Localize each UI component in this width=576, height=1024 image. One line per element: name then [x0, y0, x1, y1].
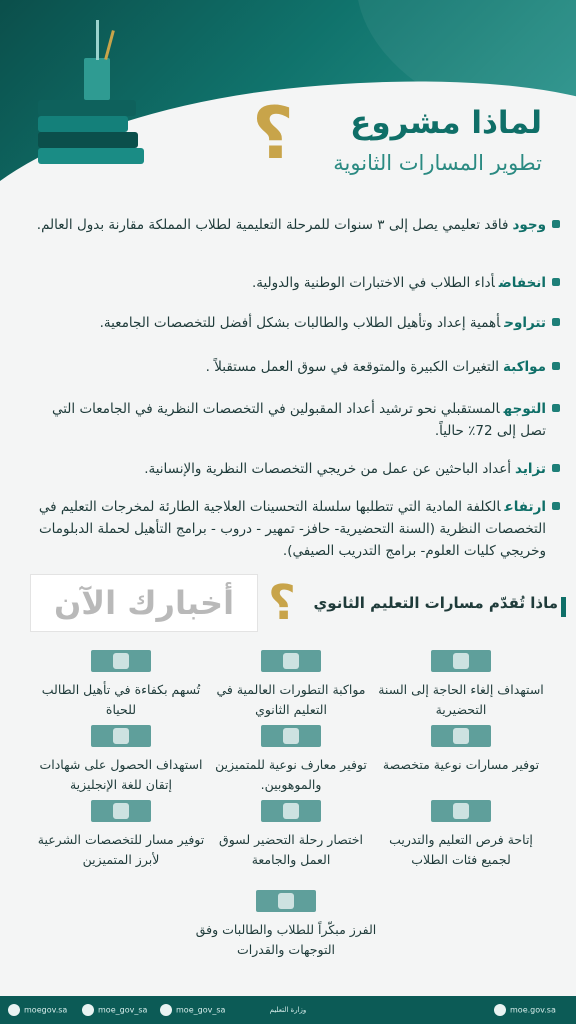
- group-icon: [431, 725, 491, 747]
- offering-item: الفرز مبكّراً للطلاب والطالبات وفق التوجهات والقدرات: [186, 890, 386, 960]
- growth-chart-icon: [91, 650, 151, 672]
- twitter-link[interactable]: moe_gov_sa: [160, 1004, 225, 1016]
- hero-banner: [0, 0, 576, 205]
- reason-item: التوجهالمستقبلي نحو ترشيد أعداد المقبولين في التخصصات النظرية في الجامعات التي تصل إلى 72٪ حالياً.: [26, 398, 546, 442]
- title-box: [252, 91, 542, 195]
- offering-item: مواكبة التطورات العالمية في التعليم الثانوي: [206, 650, 376, 720]
- offering-item: استهداف إلغاء الحاجة إلى السنة التحضيرية: [376, 650, 546, 720]
- globe-icon: [494, 1004, 506, 1016]
- offering-item: اختصار رحلة التحضير لسوق العمل والجامعة: [206, 800, 376, 870]
- offerings-title: ماذا تُقدّم مسارات التعليم الثانوي: [313, 594, 558, 612]
- page-title: لماذا مشروع: [350, 105, 542, 141]
- target-icon: [91, 725, 151, 747]
- reason-item: ارتفاعالكلفة المادية التي تتطلبها سلسلة التحسينات العلاجية الطارئة لمخرجات التعليم في التخصصات النظرية (السنة التحضيرية- حافز- تمهير - دروب - برامج التأهيل لحملة الدبلومات وخريجي كليات العلوم- برامج التدريب الصيفي).: [26, 496, 546, 562]
- building-icon: [431, 650, 491, 672]
- footer-bar: [0, 996, 576, 1024]
- people-icon: [431, 800, 491, 822]
- books-illustration: [38, 40, 148, 170]
- page-subtitle: تطوير المسارات الثانوية: [333, 151, 542, 175]
- reason-item: وجودفاقد تعليمي يصل إلى ٣ سنوات للمرحلة التعليمية لطلاب المملكة مقارنة بدول العالم.: [26, 214, 546, 236]
- reason-item: تزايدأعداد الباحثين عن عمل من خريجي التخصصات النظرية والإنسانية.: [26, 458, 546, 480]
- reason-item: مواكبةالتغيرات الكبيرة والمتوقعة في سوق العمل مستقبلاً .: [26, 356, 546, 378]
- instagram-link[interactable]: moe_gov_sa: [82, 1004, 147, 1016]
- twitter-icon: [160, 1004, 172, 1016]
- ministry-logo: وزارة التعليم: [269, 1006, 307, 1014]
- medal-icon: [261, 650, 321, 672]
- watermark-stamp: أخبارك الآن: [30, 574, 258, 632]
- offering-item: استهداف الحصول على شهادات إتقان للغة الإنجليزية: [36, 725, 206, 795]
- question-mark-icon: ؟: [268, 575, 296, 631]
- briefcase-icon: [261, 800, 321, 822]
- facebook-link[interactable]: moegov.sa: [8, 1004, 67, 1016]
- offering-item: توفير مسار للتخصصات الشرعية لأبرز المتميزين: [36, 800, 206, 870]
- reason-item: انخفاضأداء الطلاب في الاختبارات الوطنية والدولية.: [26, 272, 546, 294]
- offering-item: تُسهم بكفاءة في تأهيل الطالب للحياة: [36, 650, 206, 720]
- offering-item: إتاحة فرص التعليم والتدريب لجميع فئات الطلاب: [376, 800, 546, 870]
- question-mark-icon: ؟: [252, 91, 294, 175]
- website-link[interactable]: moe.gov.sa: [494, 1004, 556, 1016]
- instagram-icon: [82, 1004, 94, 1016]
- offering-item: توفير مسارات نوعية متخصصة: [376, 725, 546, 775]
- heading-bar: [561, 597, 566, 617]
- facebook-icon: [8, 1004, 20, 1016]
- reason-item: تتراوحأهمية إعداد وتأهيل الطلاب والطالبات بشكل أفضل للتخصصات الجامعية.: [26, 312, 546, 334]
- offering-item: توفير معارف نوعية للمتميزين والموهوبين.: [206, 725, 376, 795]
- magnifier-icon: [261, 725, 321, 747]
- path-icon: [91, 800, 151, 822]
- offerings-heading: [258, 575, 558, 631]
- students-icon: [256, 890, 316, 912]
